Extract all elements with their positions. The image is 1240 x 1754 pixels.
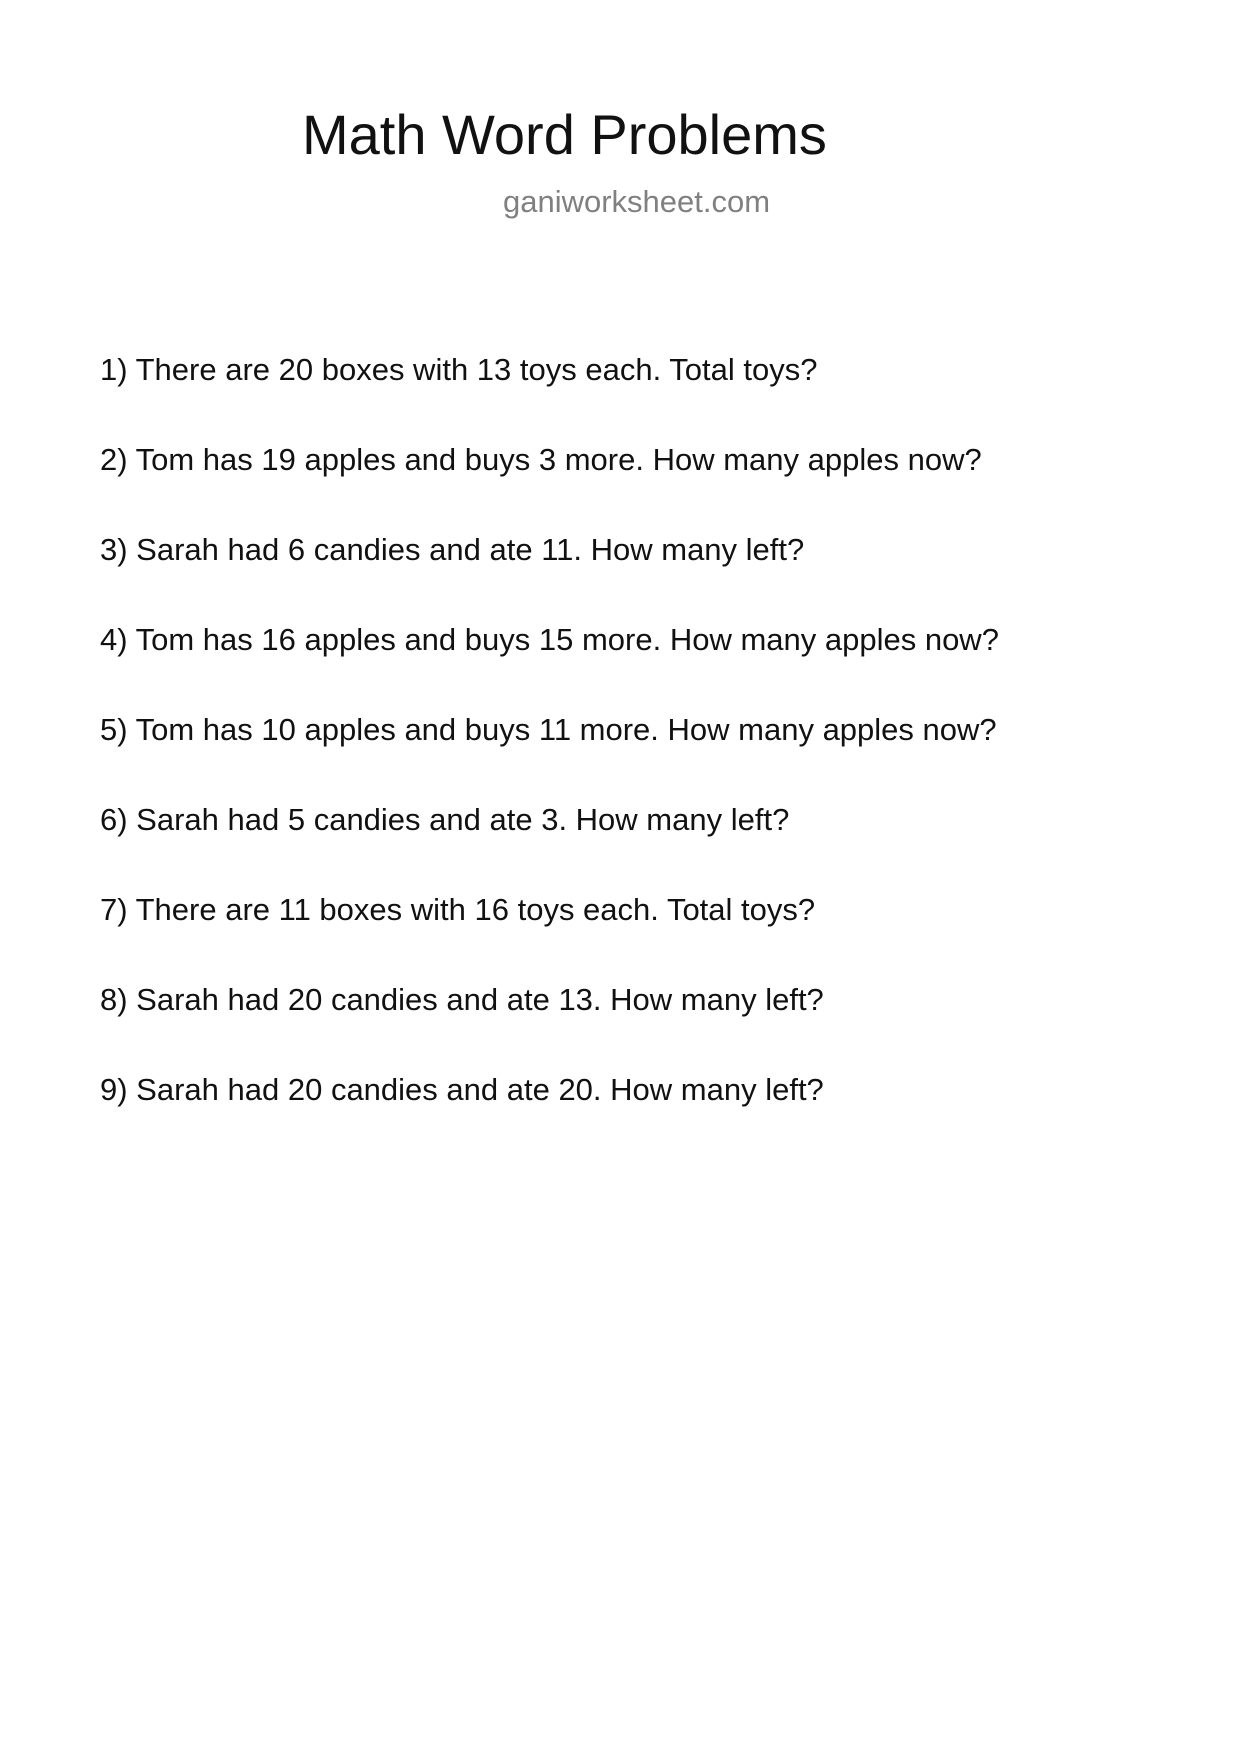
problem-item: 8) Sarah had 20 candies and ate 13. How many left? <box>100 982 824 1017</box>
problem-item: 9) Sarah had 20 candies and ate 20. How many left? <box>100 1072 824 1107</box>
worksheet-title: Math Word Problems <box>302 103 827 166</box>
worksheet-source: ganiworksheet.com <box>503 184 771 219</box>
problem-item: 6) Sarah had 5 candies and ate 3. How many left? <box>100 802 790 837</box>
problem-item: 1) There are 20 boxes with 13 toys each. Total toys? <box>100 352 818 387</box>
problem-item: 2) Tom has 19 apples and buys 3 more. How many apples now? <box>100 442 982 477</box>
problem-list <box>100 352 999 1162</box>
problem-item: 4) Tom has 16 apples and buys 15 more. How many apples now? <box>100 622 999 657</box>
problem-item: 5) Tom has 10 apples and buys 11 more. How many apples now? <box>100 712 997 747</box>
problem-item: 3) Sarah had 6 candies and ate 11. How many left? <box>100 532 805 567</box>
problem-item: 7) There are 11 boxes with 16 toys each. Total toys? <box>100 892 816 927</box>
